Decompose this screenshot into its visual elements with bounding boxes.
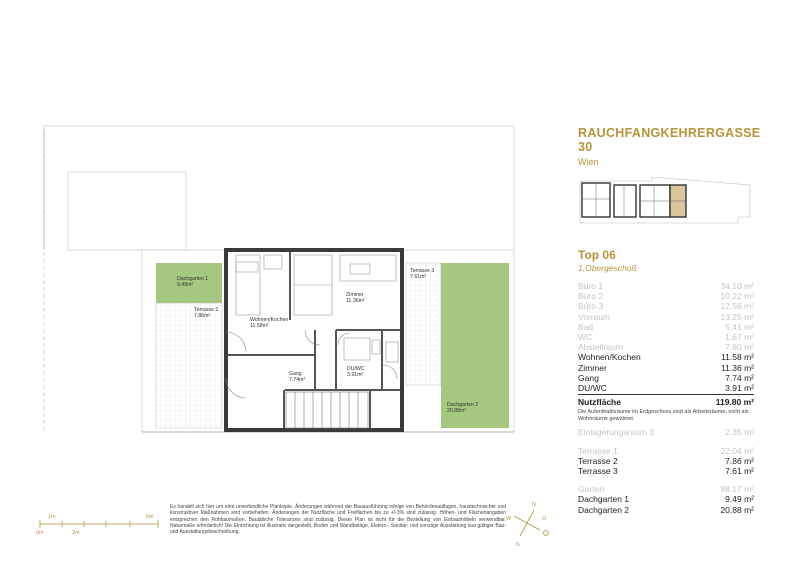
- garden-value: 9.49 m²: [725, 494, 754, 505]
- project-city: Wien: [578, 157, 599, 167]
- area-label: Büro 1: [578, 281, 604, 291]
- area-label: Büro 3: [578, 301, 604, 312]
- area-list: [578, 281, 754, 515]
- garden-row: [578, 484, 754, 494]
- garden-value: 88.17 m²: [720, 484, 754, 495]
- usage-note: Die Aufenthaltsräume im Erdgeschoss sind als Arbeitsräume, nicht als Wohnräume gewidmet.: [578, 409, 749, 422]
- label-dachgarten-2: Dachgarten 2: [447, 402, 479, 408]
- unit-title: Top 06: [578, 248, 616, 262]
- divider: [578, 394, 754, 395]
- area-value: 10.22 m²: [720, 291, 754, 302]
- area-value: 11.36 m²: [721, 362, 754, 373]
- area-value: 7.74 m²: [725, 372, 754, 383]
- area-value: 34.10 m²: [720, 281, 754, 291]
- area-row: [578, 281, 754, 291]
- terrace-row: [578, 456, 754, 466]
- label-duwc-area: 3.91m²: [347, 372, 364, 378]
- compass-o: O: [542, 516, 547, 522]
- staircase: [286, 392, 368, 428]
- garden-value: 20.88 m²: [720, 504, 754, 515]
- garden-row: [578, 494, 754, 504]
- area-row: [578, 383, 754, 393]
- project-title: RAUCHFANGKEHRERGASSE 30: [578, 126, 761, 154]
- terrace-value: 22.04 m²: [720, 445, 754, 456]
- label-duwc: DU/WC: [347, 366, 365, 372]
- label-dachgarten-2-area: 20.88m²: [447, 408, 467, 414]
- area-row: [578, 373, 754, 383]
- garden-label: Dachgarten 1: [578, 494, 630, 505]
- area-label: Zimmer: [578, 362, 607, 373]
- total-value: 119.80 m²: [715, 397, 754, 408]
- area-label: Bad: [578, 321, 594, 332]
- garden-label: Dachgarten 2: [578, 504, 630, 515]
- area-value: 13.25 m²: [720, 311, 754, 322]
- area-row: [578, 363, 754, 373]
- unit-floor: 1.Obergeschoß: [578, 263, 637, 273]
- terrace-value: 7.61 m²: [725, 466, 754, 477]
- area-row: [578, 312, 754, 322]
- area-row: [578, 332, 754, 342]
- compass-s: S: [516, 542, 520, 548]
- scale-2m: 2m: [72, 530, 80, 536]
- label-dachgarten-1: Dachgarten 1: [177, 276, 209, 282]
- area-row: [578, 342, 754, 352]
- total-row: [578, 397, 754, 407]
- area-value: 5.41 m²: [725, 321, 754, 332]
- area-row: [578, 322, 754, 332]
- area-value: 3.91 m²: [725, 383, 754, 394]
- terrace-label: Terrasse 1: [578, 445, 618, 456]
- label-gang: Gang: [289, 371, 302, 377]
- scale-0m: 0m: [36, 530, 44, 536]
- compass-n: N: [532, 502, 536, 508]
- terrace-row: [578, 466, 754, 476]
- terrace-row: [578, 446, 754, 456]
- storage-value: 2.35 m²: [725, 427, 754, 438]
- garden-label: Garten: [578, 484, 604, 495]
- area-label: Abstellraum: [578, 342, 623, 353]
- compass-w: W: [506, 516, 512, 522]
- terrace-value: 7.86 m²: [725, 455, 754, 466]
- area-value: 11.58 m²: [721, 352, 754, 363]
- area-row: [578, 352, 754, 362]
- area-row: [578, 291, 754, 301]
- area-value: 1.67 m²: [725, 332, 754, 343]
- building-overview-thumbnail: [578, 177, 754, 227]
- storage-row: [578, 427, 754, 437]
- terrasse-2-area: [156, 303, 222, 428]
- storage-label: Einlagerungsraum 3: [578, 427, 655, 438]
- scale-bar: [36, 514, 158, 536]
- label-zimmer-area: 11.36m²: [346, 298, 365, 304]
- area-label: WC: [578, 332, 593, 343]
- label-gang-area: 7.74m²: [289, 377, 306, 383]
- info-panel: [578, 126, 761, 515]
- area-label: Wohnen/Kochen: [578, 352, 641, 363]
- label-terrasse-3-area: 7.61m²: [410, 274, 427, 280]
- area-label: Vorraum: [578, 311, 611, 322]
- area-value: 12.56 m²: [720, 301, 754, 312]
- terrace-label: Terrasse 3: [578, 466, 618, 477]
- scale-5m: 5m: [146, 514, 154, 520]
- area-label: Büro 2: [578, 291, 604, 302]
- label-zimmer: Zimmer: [346, 292, 364, 298]
- area-value: 7.80 m²: [725, 342, 754, 353]
- terrasse-3-area: [406, 263, 441, 385]
- label-terrasse-2: Terrasse 2: [194, 307, 219, 313]
- label-dachgarten-1-area: 9.49m²: [177, 282, 194, 288]
- label-wohnen-area: 11.58m²: [250, 323, 269, 329]
- area-row: [578, 301, 754, 311]
- scale-1m: 1m: [48, 514, 56, 520]
- label-terrasse-3: Terrasse 3: [410, 268, 435, 274]
- area-label: DU/WC: [578, 383, 607, 394]
- terrace-label: Terrasse 2: [578, 455, 618, 466]
- garden-row: [578, 505, 754, 515]
- compass-icon: [506, 502, 549, 548]
- disclaimer-text: Es handelt sich hier um eine unverbindliche Plankopie. Änderungen während der Bauausführung infolge von Behördenauflagen, haustechnischer und konstruktiver Maßnahmen sind vorbehalten. Änderungen der Nutzfläche und Freiflächen bis zu +/-3% sind zulässig. Höhen- und Flächenangaben entsprechen den Rohbaumaßen. Bauübliche Toleranzen sind zulässig. Dieser Plan ist nicht für die Bestellung von Einbaumöbeln verwendbar. Naturmaße erforderlich! Die Einrichtung ist illustrativ dargestellt. Boden und Wandbeläge, Elektro-, Sanitär- und sonstige Ausstattung laut gültiger Bau- und Ausstattungsbeschreibung.: [170, 504, 506, 536]
- door-swings: [226, 330, 397, 398]
- label-terrasse-2-area: 7.86m²: [194, 313, 211, 319]
- label-wohnen: Wohnen/Kochen: [250, 317, 289, 323]
- total-label: Nutzfläche: [578, 397, 621, 408]
- area-label: Gang: [578, 372, 599, 383]
